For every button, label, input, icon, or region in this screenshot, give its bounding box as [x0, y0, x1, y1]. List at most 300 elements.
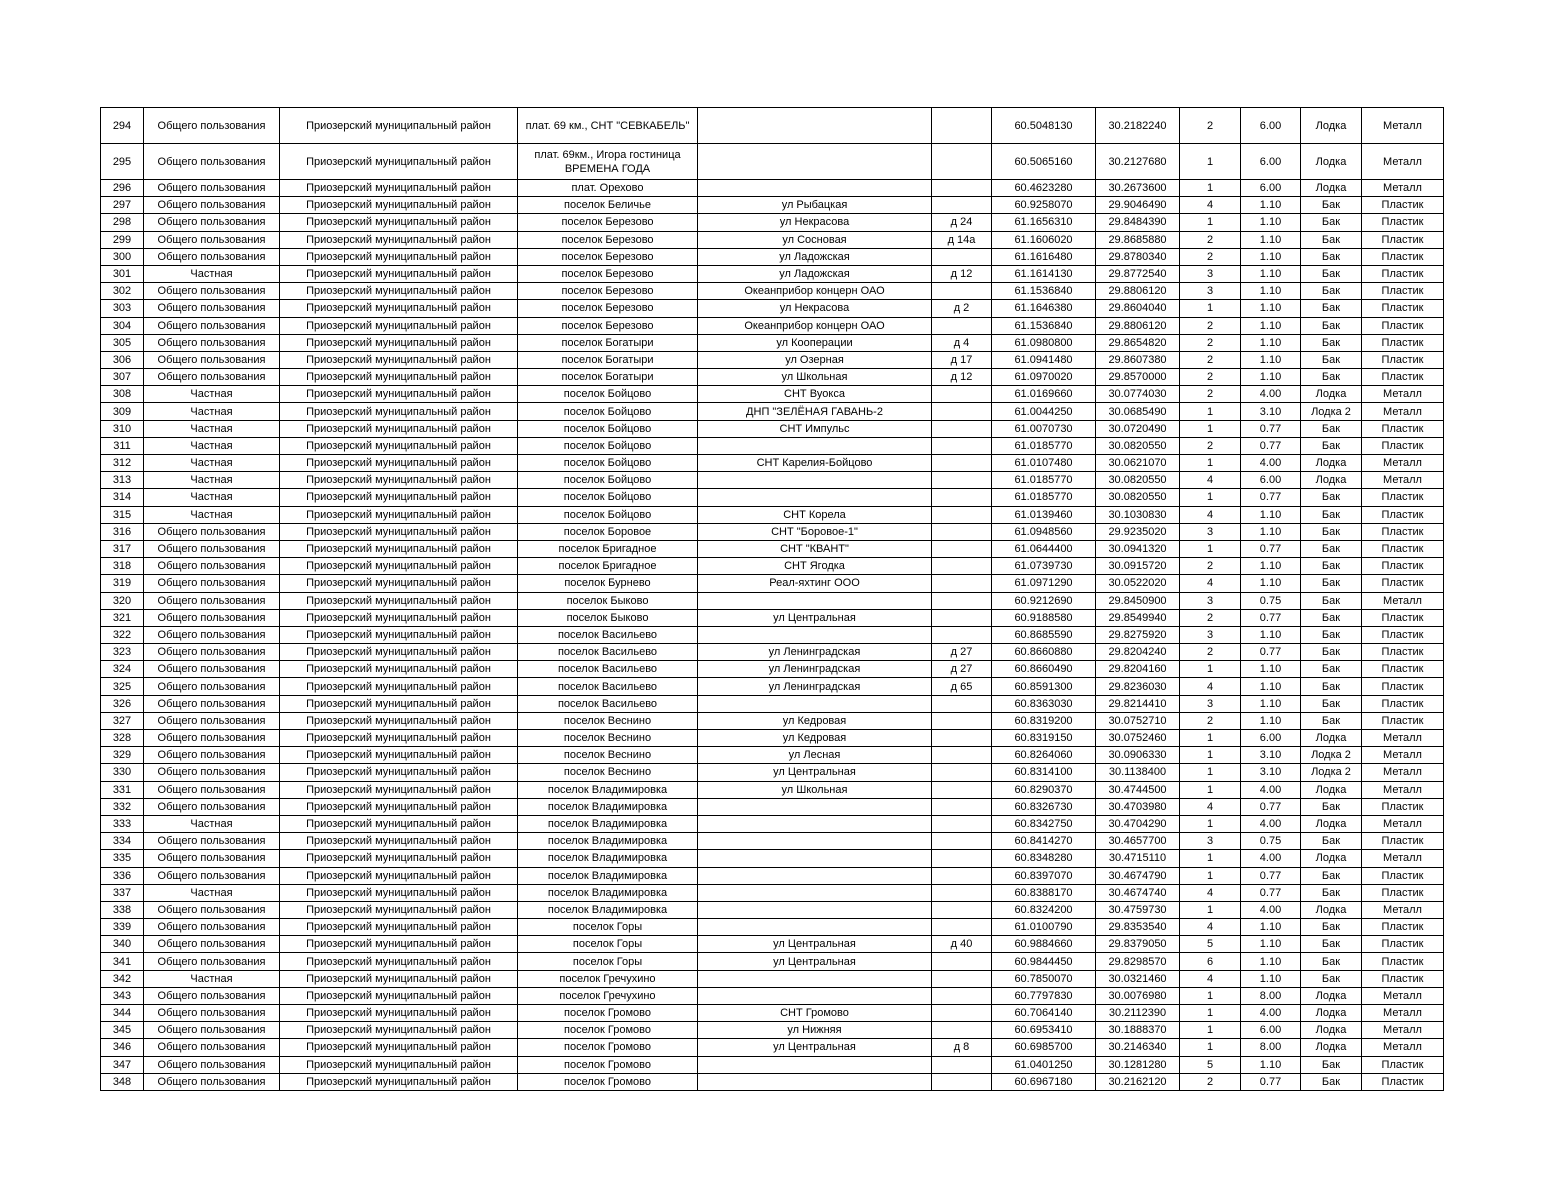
house-cell — [932, 144, 992, 180]
volume-cell: 1.10 — [1241, 265, 1301, 282]
settlement-cell: поселок Быково — [518, 609, 698, 626]
district-cell: Приозерский муниципальный район — [280, 678, 518, 695]
longitude-cell: 29.8685880 — [1096, 231, 1180, 248]
volume-cell: 0.77 — [1241, 867, 1301, 884]
volume-cell: 1.10 — [1241, 197, 1301, 214]
usage-type-cell: Общего пользования — [144, 144, 280, 180]
container-count-cell: 4 — [1180, 678, 1241, 695]
district-cell: Приозерский муниципальный район — [280, 472, 518, 489]
container-type-cell: Бак — [1301, 867, 1362, 884]
latitude-cell: 61.0185770 — [992, 489, 1096, 506]
container-type-cell: Бак — [1301, 506, 1362, 523]
table-row — [101, 747, 1444, 764]
usage-type-cell: Общего пользования — [144, 919, 280, 936]
material-cell: Пластик — [1362, 351, 1444, 368]
longitude-cell: 30.2146340 — [1096, 1039, 1180, 1056]
house-cell — [932, 987, 992, 1004]
district-cell: Приозерский муниципальный район — [280, 180, 518, 197]
volume-cell: 0.75 — [1241, 592, 1301, 609]
settlement-cell: поселок Гречухино — [518, 970, 698, 987]
table-row — [101, 901, 1444, 918]
district-cell: Приозерский муниципальный район — [280, 781, 518, 798]
usage-type-cell: Общего пользования — [144, 1039, 280, 1056]
container-type-cell: Лодка — [1301, 1022, 1362, 1039]
usage-type-cell: Общего пользования — [144, 214, 280, 231]
volume-cell: 6.00 — [1241, 180, 1301, 197]
longitude-cell: 29.8214410 — [1096, 695, 1180, 712]
table-row — [101, 489, 1444, 506]
district-cell: Приозерский муниципальный район — [280, 334, 518, 351]
longitude-cell: 29.8204240 — [1096, 644, 1180, 661]
container-count-cell: 5 — [1180, 936, 1241, 953]
material-cell: Металл — [1362, 781, 1444, 798]
street-cell: ул Нижняя — [698, 1022, 932, 1039]
house-cell: д 12 — [932, 369, 992, 386]
container-type-cell: Бак — [1301, 317, 1362, 334]
container-type-cell: Бак — [1301, 489, 1362, 506]
table-row — [101, 712, 1444, 729]
row-number-cell: 347 — [101, 1056, 144, 1073]
table-row — [101, 283, 1444, 300]
district-cell: Приозерский муниципальный район — [280, 747, 518, 764]
row-number-cell: 294 — [101, 108, 144, 144]
street-cell — [698, 850, 932, 867]
street-cell: ул Озерная — [698, 351, 932, 368]
material-cell: Пластик — [1362, 317, 1444, 334]
volume-cell: 4.00 — [1241, 850, 1301, 867]
district-cell: Приозерский муниципальный район — [280, 437, 518, 454]
longitude-cell: 30.4715110 — [1096, 850, 1180, 867]
material-cell: Металл — [1362, 747, 1444, 764]
longitude-cell: 29.8379050 — [1096, 936, 1180, 953]
usage-type-cell: Общего пользования — [144, 867, 280, 884]
material-cell: Металл — [1362, 108, 1444, 144]
street-cell: ул Ладожская — [698, 248, 932, 265]
longitude-cell: 30.0076980 — [1096, 987, 1180, 1004]
container-count-cell: 2 — [1180, 351, 1241, 368]
latitude-cell: 60.8388170 — [992, 884, 1096, 901]
volume-cell: 0.77 — [1241, 798, 1301, 815]
row-number-cell: 328 — [101, 730, 144, 747]
row-number-cell: 301 — [101, 265, 144, 282]
house-cell: д 40 — [932, 936, 992, 953]
district-cell: Приозерский муниципальный район — [280, 609, 518, 626]
row-number-cell: 330 — [101, 764, 144, 781]
latitude-cell: 60.8319200 — [992, 712, 1096, 729]
volume-cell: 1.10 — [1241, 695, 1301, 712]
house-cell: д 12 — [932, 265, 992, 282]
latitude-cell: 61.0169660 — [992, 386, 1096, 403]
container-count-cell: 1 — [1180, 540, 1241, 557]
house-cell — [932, 197, 992, 214]
material-cell: Металл — [1362, 850, 1444, 867]
street-cell: ул Центральная — [698, 609, 932, 626]
longitude-cell: 29.8450900 — [1096, 592, 1180, 609]
usage-type-cell: Общего пользования — [144, 764, 280, 781]
volume-cell: 0.77 — [1241, 540, 1301, 557]
longitude-cell: 30.0774030 — [1096, 386, 1180, 403]
material-cell: Пластик — [1362, 970, 1444, 987]
volume-cell: 1.10 — [1241, 506, 1301, 523]
street-cell: СНТ Громово — [698, 1005, 932, 1022]
material-cell: Пластик — [1362, 231, 1444, 248]
volume-cell: 1.10 — [1241, 300, 1301, 317]
house-cell: д 27 — [932, 661, 992, 678]
table-row — [101, 1039, 1444, 1056]
district-cell: Приозерский муниципальный район — [280, 558, 518, 575]
material-cell: Пластик — [1362, 609, 1444, 626]
volume-cell: 4.00 — [1241, 781, 1301, 798]
house-cell — [932, 781, 992, 798]
latitude-cell: 60.8591300 — [992, 678, 1096, 695]
district-cell: Приозерский муниципальный район — [280, 265, 518, 282]
container-type-cell: Бак — [1301, 712, 1362, 729]
table-row — [101, 420, 1444, 437]
volume-cell: 1.10 — [1241, 248, 1301, 265]
latitude-cell: 60.6985700 — [992, 1039, 1096, 1056]
material-cell: Пластик — [1362, 300, 1444, 317]
material-cell: Пластик — [1362, 644, 1444, 661]
house-cell — [932, 884, 992, 901]
longitude-cell: 30.2127680 — [1096, 144, 1180, 180]
table-row — [101, 987, 1444, 1004]
container-type-cell: Бак — [1301, 248, 1362, 265]
row-number-cell: 310 — [101, 420, 144, 437]
longitude-cell: 29.8353540 — [1096, 919, 1180, 936]
street-cell — [698, 901, 932, 918]
longitude-cell: 30.4657700 — [1096, 833, 1180, 850]
house-cell — [932, 1005, 992, 1022]
container-type-cell: Бак — [1301, 833, 1362, 850]
table-row — [101, 850, 1444, 867]
settlement-cell: поселок Бойцово — [518, 489, 698, 506]
material-cell: Пластик — [1362, 884, 1444, 901]
usage-type-cell: Общего пользования — [144, 644, 280, 661]
house-cell — [932, 901, 992, 918]
volume-cell: 1.10 — [1241, 369, 1301, 386]
material-cell: Пластик — [1362, 214, 1444, 231]
district-cell: Приозерский муниципальный район — [280, 901, 518, 918]
volume-cell: 1.10 — [1241, 283, 1301, 300]
usage-type-cell: Общего пользования — [144, 798, 280, 815]
house-cell — [932, 506, 992, 523]
container-type-cell: Бак — [1301, 351, 1362, 368]
house-cell — [932, 108, 992, 144]
latitude-cell: 60.8326730 — [992, 798, 1096, 815]
table-row — [101, 678, 1444, 695]
volume-cell: 0.77 — [1241, 489, 1301, 506]
volume-cell: 6.00 — [1241, 144, 1301, 180]
longitude-cell: 30.0906330 — [1096, 747, 1180, 764]
settlement-cell: поселок Горы — [518, 953, 698, 970]
container-count-cell: 1 — [1180, 420, 1241, 437]
district-cell: Приозерский муниципальный район — [280, 489, 518, 506]
container-type-cell: Бак — [1301, 197, 1362, 214]
table-row — [101, 334, 1444, 351]
volume-cell: 1.10 — [1241, 334, 1301, 351]
container-count-cell: 1 — [1180, 901, 1241, 918]
usage-type-cell: Общего пользования — [144, 317, 280, 334]
settlement-cell: поселок Веснино — [518, 712, 698, 729]
district-cell: Приозерский муниципальный район — [280, 403, 518, 420]
container-type-cell: Бак — [1301, 1073, 1362, 1090]
latitude-cell: 61.0107480 — [992, 455, 1096, 472]
latitude-cell: 60.9884660 — [992, 936, 1096, 953]
row-number-cell: 306 — [101, 351, 144, 368]
settlement-cell: поселок Бойцово — [518, 506, 698, 523]
district-cell: Приозерский муниципальный район — [280, 764, 518, 781]
container-count-cell: 1 — [1180, 144, 1241, 180]
settlement-cell: поселок Громово — [518, 1005, 698, 1022]
street-cell: ул Центральная — [698, 953, 932, 970]
volume-cell: 1.10 — [1241, 919, 1301, 936]
latitude-cell: 60.8348280 — [992, 850, 1096, 867]
volume-cell: 1.10 — [1241, 661, 1301, 678]
usage-type-cell: Общего пользования — [144, 747, 280, 764]
longitude-cell: 29.9046490 — [1096, 197, 1180, 214]
house-cell — [932, 489, 992, 506]
row-number-cell: 309 — [101, 403, 144, 420]
settlement-cell: поселок Березово — [518, 300, 698, 317]
longitude-cell: 30.4744500 — [1096, 781, 1180, 798]
container-count-cell: 3 — [1180, 626, 1241, 643]
longitude-cell: 29.8570000 — [1096, 369, 1180, 386]
container-type-cell: Бак — [1301, 334, 1362, 351]
container-type-cell: Бак — [1301, 936, 1362, 953]
row-number-cell: 318 — [101, 558, 144, 575]
latitude-cell: 60.7850070 — [992, 970, 1096, 987]
row-number-cell: 312 — [101, 455, 144, 472]
latitude-cell: 61.1536840 — [992, 317, 1096, 334]
longitude-cell: 30.4674790 — [1096, 867, 1180, 884]
house-cell — [932, 403, 992, 420]
settlement-cell: поселок Громово — [518, 1039, 698, 1056]
container-type-cell: Бак — [1301, 540, 1362, 557]
container-count-cell: 1 — [1180, 764, 1241, 781]
usage-type-cell: Частная — [144, 970, 280, 987]
usage-type-cell: Общего пользования — [144, 1005, 280, 1022]
settlement-cell: поселок Березово — [518, 214, 698, 231]
longitude-cell: 30.2112390 — [1096, 1005, 1180, 1022]
usage-type-cell: Частная — [144, 884, 280, 901]
container-type-cell: Бак — [1301, 798, 1362, 815]
house-cell — [932, 850, 992, 867]
row-number-cell: 346 — [101, 1039, 144, 1056]
street-cell: ул Ленинградская — [698, 661, 932, 678]
table-row — [101, 351, 1444, 368]
row-number-cell: 335 — [101, 850, 144, 867]
usage-type-cell: Частная — [144, 472, 280, 489]
latitude-cell: 60.9188580 — [992, 609, 1096, 626]
volume-cell: 0.77 — [1241, 644, 1301, 661]
usage-type-cell: Общего пользования — [144, 1056, 280, 1073]
street-cell — [698, 919, 932, 936]
settlement-cell: плат. 69 км., СНТ "СЕВКАБЕЛЬ" — [518, 108, 698, 144]
container-count-cell: 1 — [1180, 1022, 1241, 1039]
longitude-cell: 30.1030830 — [1096, 506, 1180, 523]
district-cell: Приозерский муниципальный район — [280, 144, 518, 180]
row-number-cell: 339 — [101, 919, 144, 936]
table-row — [101, 592, 1444, 609]
table-row — [101, 197, 1444, 214]
longitude-cell: 30.0685490 — [1096, 403, 1180, 420]
container-type-cell: Бак — [1301, 695, 1362, 712]
district-cell: Приозерский муниципальный район — [280, 317, 518, 334]
street-cell: ул Центральная — [698, 936, 932, 953]
settlement-cell: поселок Васильево — [518, 678, 698, 695]
table-row — [101, 108, 1444, 144]
settlement-cell: плат. 69км., Игора гостиница ВРЕМЕНА ГОДА — [518, 144, 698, 180]
container-type-cell: Бак — [1301, 919, 1362, 936]
material-cell: Металл — [1362, 815, 1444, 832]
longitude-cell: 30.2162120 — [1096, 1073, 1180, 1090]
district-cell: Приозерский муниципальный район — [280, 506, 518, 523]
street-cell: ул Центральная — [698, 1039, 932, 1056]
district-cell: Приозерский муниципальный район — [280, 540, 518, 557]
district-cell: Приозерский муниципальный район — [280, 231, 518, 248]
longitude-cell: 30.0752460 — [1096, 730, 1180, 747]
longitude-cell: 30.0621070 — [1096, 455, 1180, 472]
container-count-cell: 1 — [1180, 403, 1241, 420]
longitude-cell: 29.8806120 — [1096, 283, 1180, 300]
row-number-cell: 316 — [101, 523, 144, 540]
district-cell: Приозерский муниципальный район — [280, 351, 518, 368]
material-cell: Пластик — [1362, 265, 1444, 282]
container-count-cell: 1 — [1180, 747, 1241, 764]
material-cell: Металл — [1362, 472, 1444, 489]
house-cell: д 27 — [932, 644, 992, 661]
container-count-cell: 2 — [1180, 609, 1241, 626]
street-cell: ул Кедровая — [698, 712, 932, 729]
longitude-cell: 29.8298570 — [1096, 953, 1180, 970]
table-row — [101, 437, 1444, 454]
row-number-cell: 336 — [101, 867, 144, 884]
latitude-cell: 61.0100790 — [992, 919, 1096, 936]
latitude-cell: 60.8324200 — [992, 901, 1096, 918]
street-cell — [698, 626, 932, 643]
settlement-cell: поселок Березово — [518, 283, 698, 300]
volume-cell: 4.00 — [1241, 1005, 1301, 1022]
container-count-cell: 4 — [1180, 506, 1241, 523]
material-cell: Металл — [1362, 144, 1444, 180]
house-cell — [932, 1056, 992, 1073]
settlement-cell: поселок Васильево — [518, 644, 698, 661]
settlement-cell: поселок Васильево — [518, 626, 698, 643]
volume-cell: 1.10 — [1241, 678, 1301, 695]
material-cell: Пластик — [1362, 661, 1444, 678]
row-number-cell: 343 — [101, 987, 144, 1004]
volume-cell: 3.10 — [1241, 747, 1301, 764]
volume-cell: 0.77 — [1241, 420, 1301, 437]
house-cell — [932, 609, 992, 626]
latitude-cell: 61.0739730 — [992, 558, 1096, 575]
container-count-cell: 2 — [1180, 231, 1241, 248]
container-count-cell: 2 — [1180, 558, 1241, 575]
material-cell: Пластик — [1362, 1073, 1444, 1090]
house-cell — [932, 730, 992, 747]
settlement-cell: поселок Владимировка — [518, 850, 698, 867]
street-cell — [698, 695, 932, 712]
latitude-cell: 60.8660880 — [992, 644, 1096, 661]
container-count-cell: 1 — [1180, 489, 1241, 506]
house-cell — [932, 747, 992, 764]
table-row — [101, 265, 1444, 282]
material-cell: Металл — [1362, 730, 1444, 747]
volume-cell: 4.00 — [1241, 386, 1301, 403]
usage-type-cell: Общего пользования — [144, 695, 280, 712]
volume-cell: 3.10 — [1241, 403, 1301, 420]
container-type-cell: Бак — [1301, 265, 1362, 282]
material-cell: Металл — [1362, 764, 1444, 781]
container-count-cell: 2 — [1180, 1073, 1241, 1090]
container-count-cell: 4 — [1180, 575, 1241, 592]
district-cell: Приозерский муниципальный район — [280, 850, 518, 867]
row-number-cell: 305 — [101, 334, 144, 351]
latitude-cell: 61.0401250 — [992, 1056, 1096, 1073]
house-cell — [932, 455, 992, 472]
house-cell — [932, 592, 992, 609]
settlement-cell: поселок Владимировка — [518, 901, 698, 918]
row-number-cell: 314 — [101, 489, 144, 506]
longitude-cell: 30.0820550 — [1096, 489, 1180, 506]
material-cell: Пластик — [1362, 506, 1444, 523]
latitude-cell: 61.1614130 — [992, 265, 1096, 282]
district-cell: Приозерский муниципальный район — [280, 815, 518, 832]
row-number-cell: 327 — [101, 712, 144, 729]
material-cell: Металл — [1362, 1022, 1444, 1039]
street-cell — [698, 1073, 932, 1090]
material-cell: Пластик — [1362, 695, 1444, 712]
table-row — [101, 1056, 1444, 1073]
container-type-cell: Бак — [1301, 970, 1362, 987]
usage-type-cell: Общего пользования — [144, 730, 280, 747]
container-type-cell: Лодка — [1301, 144, 1362, 180]
container-type-cell: Бак — [1301, 884, 1362, 901]
settlement-cell: поселок Владимировка — [518, 867, 698, 884]
material-cell: Металл — [1362, 1039, 1444, 1056]
district-cell: Приозерский муниципальный район — [280, 798, 518, 815]
volume-cell: 1.10 — [1241, 317, 1301, 334]
usage-type-cell: Общего пользования — [144, 108, 280, 144]
row-number-cell: 302 — [101, 283, 144, 300]
usage-type-cell: Частная — [144, 437, 280, 454]
district-cell: Приозерский муниципальный район — [280, 919, 518, 936]
street-cell: СНТ Вуокса — [698, 386, 932, 403]
district-cell: Приозерский муниципальный район — [280, 661, 518, 678]
longitude-cell: 30.0820550 — [1096, 472, 1180, 489]
row-number-cell: 297 — [101, 197, 144, 214]
container-count-cell: 4 — [1180, 472, 1241, 489]
latitude-cell: 61.1646380 — [992, 300, 1096, 317]
container-count-cell: 5 — [1180, 1056, 1241, 1073]
house-cell — [932, 317, 992, 334]
longitude-cell: 30.4759730 — [1096, 901, 1180, 918]
row-number-cell: 324 — [101, 661, 144, 678]
longitude-cell: 30.1281280 — [1096, 1056, 1180, 1073]
longitude-cell: 30.1138400 — [1096, 764, 1180, 781]
table-row — [101, 575, 1444, 592]
table-row — [101, 626, 1444, 643]
settlement-cell: поселок Богатыри — [518, 369, 698, 386]
table-row — [101, 369, 1444, 386]
volume-cell: 6.00 — [1241, 1022, 1301, 1039]
table-row — [101, 248, 1444, 265]
house-cell: д 17 — [932, 351, 992, 368]
usage-type-cell: Общего пользования — [144, 712, 280, 729]
latitude-cell: 61.0070730 — [992, 420, 1096, 437]
container-type-cell: Бак — [1301, 231, 1362, 248]
latitude-cell: 61.0948560 — [992, 523, 1096, 540]
